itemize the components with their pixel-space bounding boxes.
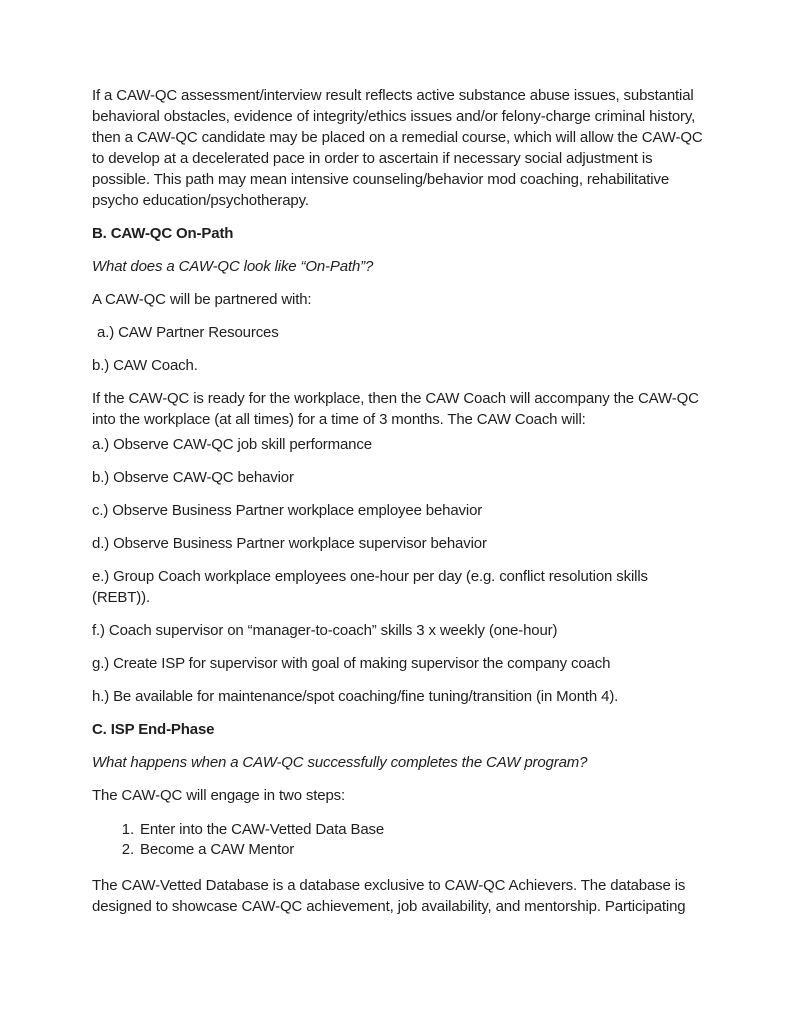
section-c-question: What happens when a CAW-QC successfully completes the CAW program? [92, 754, 588, 771]
section-b-question: What does a CAW-QC look like “On-Path”? [92, 258, 374, 275]
steps-intro: The CAW-QC will engage in two steps: [92, 787, 346, 804]
intro-paragraph: If a CAW-QC assessment/interview result reflects active substance abuse issues, substantial behavioral obstacles, evidence of integrity/ethics issues and/or felony-charge criminal history, then a CAW-QC candidate may be placed on a remedial course, which will allow the CAW-QC to develop at a decelerated pace in order to ascertain if necessary social adjustment is possible. This path may mean intensive counseling/behavior mod coaching, rehabilitative psycho education/psychotherapy. [92, 87, 703, 209]
steps-list [92, 820, 703, 860]
closing-paragraph: The CAW-Vetted Database is a database exclusive to CAW-QC Achievers. The database is designed to showcase CAW-QC achievement, job availability, and mentorship. Participating [92, 877, 686, 915]
coach-duty-b: b.) Observe CAW-QC behavior [92, 469, 294, 486]
coach-duty-g: g.) Create ISP for supervisor with goal of making supervisor the company coach [92, 655, 611, 672]
coach-duty-a: a.) Observe CAW-QC job skill performance [92, 436, 372, 453]
section-b-heading: B. CAW-QC On-Path [92, 225, 234, 242]
workplace-paragraph: If the CAW-QC is ready for the workplace, then the CAW Coach will accompany the CAW-QC into the workplace (at all times) for a time of 3 months. The CAW Coach will: [92, 390, 699, 428]
step-item-1: 1. Enter into the CAW-Vetted Data Base [138, 820, 703, 840]
coach-duty-c: c.) Observe Business Partner workplace employee behavior [92, 502, 483, 519]
coach-duty-e: e.) Group Coach workplace employees one-hour per day (e.g. conflict resolution skills (REBT)). [92, 568, 648, 606]
step-item-2: 2. Become a CAW Mentor [138, 840, 703, 860]
coach-duty-d: d.) Observe Business Partner workplace supervisor behavior [92, 535, 487, 552]
partner-intro: A CAW-QC will be partnered with: [92, 291, 312, 308]
coach-duty-f: f.) Coach supervisor on “manager-to-coach” skills 3 x weekly (one-hour) [92, 622, 558, 639]
coach-duty-h: h.) Be available for maintenance/spot coaching/fine tuning/transition (in Month 4). [92, 688, 619, 705]
section-c-heading: C. ISP End-Phase [92, 721, 215, 738]
partner-item-b: b.) CAW Coach. [92, 357, 198, 374]
partner-item-a: a.) CAW Partner Resources [97, 324, 279, 341]
